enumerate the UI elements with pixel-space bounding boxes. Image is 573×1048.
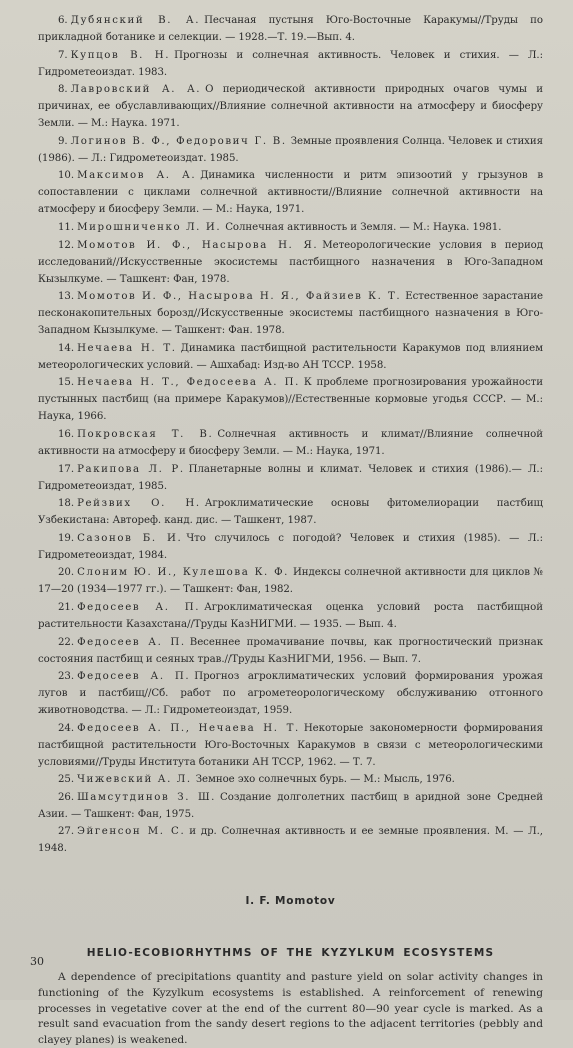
- reference-text: Создание долголетних пастбищ в аридной зоне Средней Азии. — Ташкент: Фан, 1975.: [38, 791, 543, 820]
- reference-author: Сазонов Б. И.: [77, 532, 183, 544]
- reference-number: 24.: [58, 722, 75, 734]
- reference-item: [38, 495, 543, 529]
- reference-item: [38, 668, 543, 719]
- reference-item: [38, 133, 543, 167]
- reference-author: Федосеев А. П., Нечаева Н. Т.: [77, 722, 300, 734]
- reference-text: Некоторые закономерности формирования пастбищной растительности Юго-Восточных Каракумов в связи с метеорологическими условиями//Труды Института ботаники АН ТССР, 1962. — Т. 7.: [38, 722, 543, 768]
- reference-text: Прогнозы и солнечная активность. Человек и стихия. — Л.: Гидрометеоиздат. 1983.: [38, 49, 543, 78]
- reference-author: Шамсутдинов З. Ш.: [77, 791, 217, 803]
- reference-item: [38, 426, 543, 460]
- reference-author: Ракипова Л. Р.: [77, 463, 185, 475]
- reference-text: и др. Солнечная активность и ее земные проявления. М. — Л., 1948.: [38, 826, 543, 855]
- reference-item: [38, 530, 543, 564]
- article-title: HELIO-ECOBIORHYTHMS OF THE KYZYLKUM ECOSYSTEMS: [86, 947, 495, 960]
- reference-number: 10.: [58, 170, 75, 182]
- reference-number: 13.: [58, 291, 75, 303]
- reference-text: О периодической активности природных очагов чумы и причинах, ее обуславливающих//Влияние солнечной активности на атмосферу и биосферу Земли. — М.: Наука. 1971.: [38, 84, 543, 130]
- reference-item: [38, 12, 543, 46]
- reference-number: 21.: [58, 601, 75, 613]
- reference-list: [38, 12, 543, 857]
- reference-author: Дубянский В. А.: [70, 15, 201, 26]
- reference-number: 9.: [58, 135, 68, 147]
- reference-item: [38, 374, 543, 425]
- reference-author: Федосеев А. П.: [77, 636, 186, 648]
- reference-number: 14.: [58, 342, 75, 354]
- reference-author: Слоним Ю. И., Кулешова К. Ф.: [77, 567, 289, 579]
- reference-item: [38, 340, 543, 374]
- reference-text: Динамика численности и ритм эпизоотий у грызунов в сопоставлении с циклами солнечной активности//Влияние солнечной активности на атмосферу и биосферу Земли. — М.: Наука, 1971.: [38, 170, 543, 216]
- reference-text: Солнечная активность и Земля. — М.: Наука. 1981.: [225, 221, 502, 233]
- reference-text: Песчаная пустыня Юго-Восточные Каракумы//Труды по прикладной ботанике и селекции. — 1928.—Т. 19.—Вып. 4.: [38, 15, 543, 43]
- reference-author: Максимов А. А.: [77, 170, 197, 182]
- reference-author: Мирошниченко Л. И.: [77, 221, 222, 233]
- reference-author: Купцов В. Н.: [70, 49, 171, 61]
- reference-text: Динамика пастбищной растительности Каракумов под влиянием метеорологических условий. — Ашхабад: Изд-во АН ТССР. 1958.: [38, 342, 543, 371]
- reference-number: 19.: [58, 532, 75, 544]
- reference-number: 25.: [58, 774, 75, 786]
- reference-item: [38, 789, 543, 823]
- reference-item: [38, 461, 543, 495]
- reference-item: [38, 720, 543, 771]
- article-author: I. F. Momotov: [245, 895, 336, 908]
- reference-author: Логинов В. Ф., Федорович Г. В.: [70, 135, 287, 147]
- reference-text: Земное эхо солнечных бурь. — М.: Мысль, 1976.: [195, 774, 455, 786]
- reference-text: Прогноз агроклиматических условий формирования урожая лугов и пастбищ//Сб. работ по агрометеорологическому обслуживанию отгонного животноводства. — Л.: Гидрометеоиздат, 1959.: [38, 671, 543, 717]
- reference-author: Лавровский А. А.: [70, 84, 202, 96]
- reference-text: Что случилось с погодой? Человек и стихия (1985). — Л.: Гидрометеоиздат, 1984.: [38, 532, 543, 561]
- reference-item: [38, 288, 543, 339]
- reference-number: 27.: [58, 826, 75, 838]
- reference-number: 7.: [58, 49, 68, 61]
- reference-item: [38, 47, 543, 81]
- reference-text: Земные проявления Солнца. Человек и стихия (1986). — Л.: Гидрометеоиздат. 1985.: [38, 135, 543, 164]
- reference-number: 16.: [58, 428, 75, 440]
- reference-text: Солнечная активность и климат//Влияние солнечной активности на атмосферу и биосферу Земли. — М.: Наука, 1971.: [38, 428, 544, 457]
- reference-item: [38, 219, 543, 236]
- reference-number: 23.: [58, 671, 75, 683]
- page-number: 30: [30, 955, 44, 968]
- reference-number: 22.: [58, 636, 75, 648]
- reference-item: [38, 167, 543, 218]
- reference-number: 17.: [58, 463, 75, 475]
- reference-author: Эйгенсон М. С.: [77, 826, 186, 838]
- reference-number: 6.: [58, 15, 68, 26]
- reference-text: Естественное зарастание песконакопительных борозд//Искусственные экосистемы пастбищного назначения в Юго-Западном Кызылкуме. — Ташкент: Фан. 1978.: [38, 291, 543, 337]
- reference-author: Федосеев А. П.: [77, 671, 191, 683]
- reference-author: Момотов И. Ф., Насырова Н. Я.: [77, 239, 319, 251]
- reference-author: Покровская Т. В.: [77, 428, 214, 440]
- reference-number: 11.: [58, 221, 75, 233]
- reference-text: Планетарные волны и климат. Человек и стихия (1986).— Л.: Гидрометеоиздат, 1985.: [38, 463, 543, 492]
- reference-item: [38, 237, 543, 288]
- reference-text: Индексы солнечной активности для циклов № 17—20 (1934—1977 гг.). — Ташкент: Фан, 1982.: [38, 567, 543, 596]
- reference-author: Нечаева Н. Т., Федосеева А. П.: [77, 377, 300, 389]
- reference-item: [38, 634, 543, 668]
- reference-item: [38, 823, 543, 857]
- reference-text: Метеорологические условия в период исследований//Искусственные экосистемы пастбищного назначения в Юго-Западном Кызылкуме. — Ташкент: Фан, 1978.: [38, 239, 543, 285]
- reference-author: Нечаева Н. Т.: [77, 342, 177, 354]
- reference-text: Весеннее промачивание почвы, как прогностический признак состояния пастбищ и сеяных трав.//Труды КазНИГМИ, 1956. — Вып. 7.: [38, 636, 544, 665]
- reference-number: 26.: [58, 791, 75, 803]
- reference-number: 15.: [58, 377, 75, 389]
- reference-number: 12.: [58, 239, 75, 251]
- reference-item: [38, 599, 543, 633]
- reference-item: [38, 81, 543, 132]
- reference-number: 8.: [58, 84, 68, 96]
- reference-author: Чижевский А. Л.: [77, 774, 192, 786]
- reference-author: Момотов И. Ф., Насырова Н. Я., Файзиев К. Т.: [77, 291, 402, 303]
- reference-number: 18.: [58, 498, 75, 510]
- reference-number: 20.: [58, 567, 75, 579]
- reference-item: [38, 771, 543, 788]
- reference-text: Агроклиматическая оценка условий роста пастбищной растительности Казахстана//Труды КазНИГМИ. — 1935. — Вып. 4.: [38, 601, 543, 630]
- reference-author: Федосеев А. П.: [77, 601, 201, 613]
- reference-text: Агроклиматические основы фитомелиорации пастбищ Узбекистана: Автореф. канд. дис. — Ташкент, 1987.: [38, 498, 543, 527]
- reference-text: К проблеме прогнозирования урожайности пустынных пастбищ (на примере Каракумов)//Естественные кормовые угодья СССР. — М.: Наука, 1966.: [38, 377, 543, 423]
- reference-author: Рейзвих О. Н.: [77, 498, 201, 510]
- article-abstract: A dependence of precipitations quantity and pasture yield on solar activity changes in functioning of the Kyzylkum ecosystems is established. A reinforcement of renewing processes in vegetative cover at the end of the current 80—90 year cycle is marked. As a result sand evacuation from the sandy desert regions to the adjacent territories (pebbly and clayey planes) is weakened.: [38, 971, 543, 1046]
- reference-item: [38, 564, 543, 598]
